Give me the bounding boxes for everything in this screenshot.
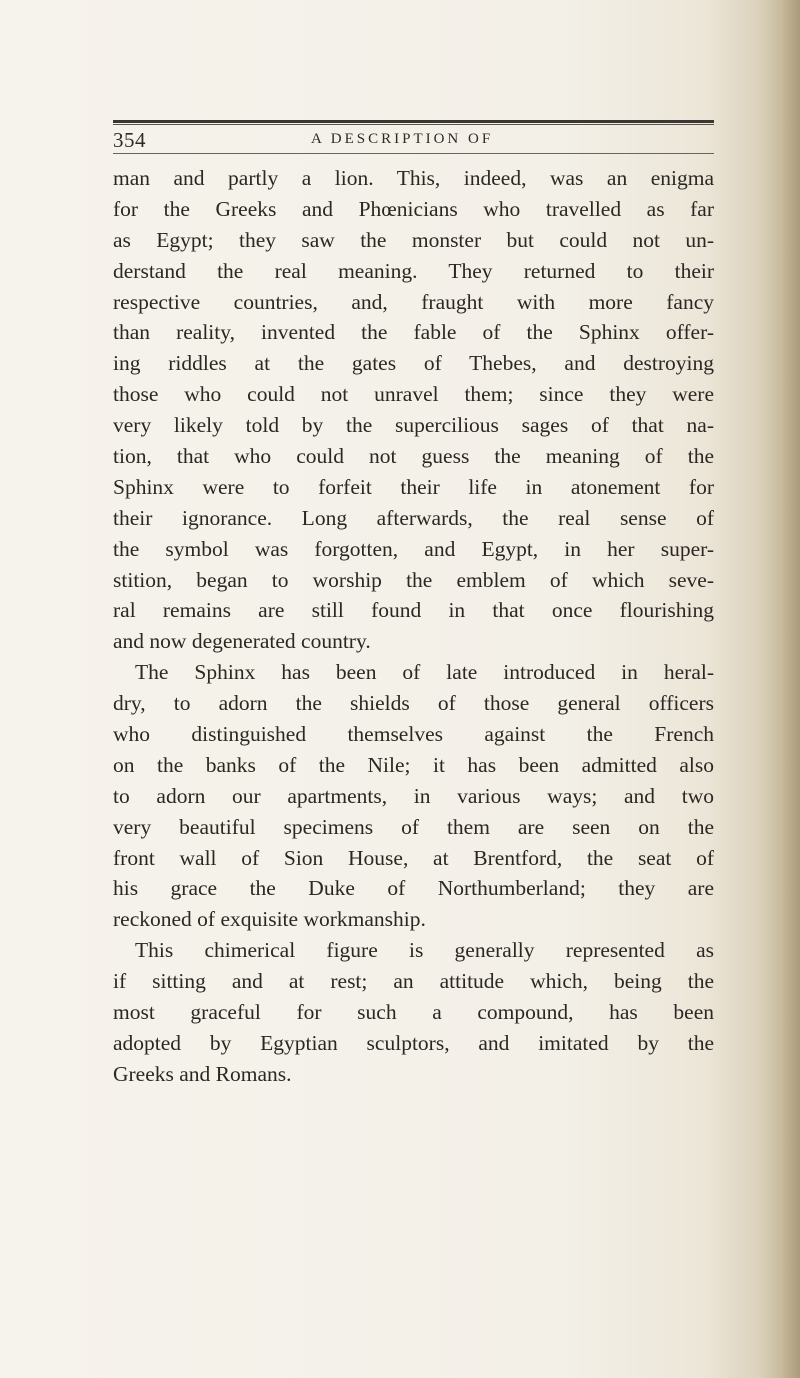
text-line: ral remains are still found in that once flourishing bbox=[113, 598, 714, 623]
text-line: Sphinx were to forfeit their life in atonement for bbox=[113, 474, 714, 499]
text-line: dry, to adorn the shields of those general officers bbox=[113, 691, 714, 716]
text-line: for the Greeks and Phœnicians who travelled as far bbox=[113, 196, 714, 221]
page-number: 354 bbox=[113, 128, 146, 152]
body-text bbox=[113, 163, 714, 1090]
text-line: and now degenerated country. bbox=[113, 629, 371, 654]
text-line: respective countries, and, fraught with more fancy bbox=[113, 289, 714, 314]
text-line: reckoned of exquisite workmanship. bbox=[113, 907, 426, 932]
header-rule-top-thin bbox=[113, 124, 714, 125]
text-line: stition, began to worship the emblem of which seve- bbox=[113, 567, 714, 592]
text-line: those who could not unravel them; since they were bbox=[113, 382, 714, 407]
text-line: than reality, invented the fable of the Sphinx offer- bbox=[113, 320, 714, 345]
text-line: very likely told by the supercilious sages of that na- bbox=[113, 413, 714, 438]
text-line: tion, that who could not guess the meaning of the bbox=[113, 444, 714, 469]
text-line: ing riddles at the gates of Thebes, and destroying bbox=[113, 351, 714, 376]
text-line: The Sphinx has been of late introduced in heral- bbox=[135, 660, 714, 685]
text-line: to adorn our apartments, in various ways; and two bbox=[113, 783, 714, 808]
text-line: front wall of Sion House, at Brentford, the seat of bbox=[113, 845, 714, 870]
text-line: Greeks and Romans. bbox=[113, 1061, 292, 1086]
text-line: man and partly a lion. This, indeed, was an enigma bbox=[113, 166, 714, 190]
text-line: derstand the real meaning. They returned to their bbox=[113, 258, 714, 283]
text-line: on the banks of the Nile; it has been admitted also bbox=[113, 752, 714, 777]
text-line: as Egypt; they saw the monster but could not un- bbox=[113, 227, 714, 252]
text-line: adopted by Egyptian sculptors, and imitated by the bbox=[113, 1030, 714, 1055]
text-line: very beautiful specimens of them are seen on the bbox=[113, 814, 714, 839]
text-line: the symbol was forgotten, and Egypt, in her super- bbox=[113, 536, 714, 561]
text-line: most graceful for such a compound, has been bbox=[113, 1000, 714, 1025]
text-line: if sitting and at rest; an attitude which, being the bbox=[113, 969, 714, 994]
header-rule-bottom bbox=[113, 153, 714, 154]
header-rule-top bbox=[113, 120, 714, 123]
text-line: his grace the Duke of Northumberland; they are bbox=[113, 876, 714, 901]
page-edge-stain bbox=[758, 0, 800, 1378]
text-line: This chimerical figure is generally represented as bbox=[135, 938, 714, 963]
text-line: their ignorance. Long afterwards, the real sense of bbox=[113, 505, 714, 530]
running-head: A DESCRIPTION OF bbox=[311, 131, 494, 147]
text-line: who distinguished themselves against the French bbox=[113, 722, 714, 747]
